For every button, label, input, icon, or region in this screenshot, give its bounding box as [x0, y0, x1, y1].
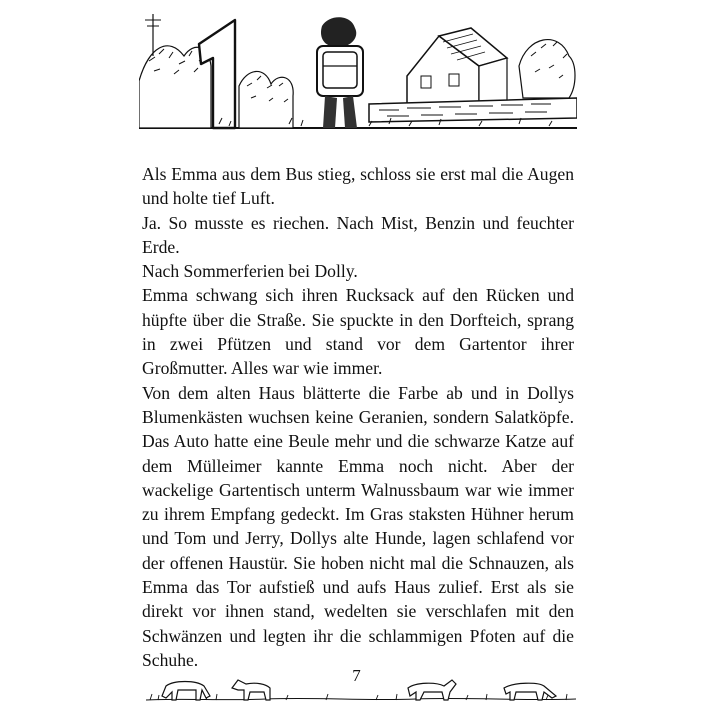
paragraph: Von dem alten Haus blätterte die Farbe ab und in Dollys Blumenkästen wuchsen keine Geranien, sondern Salatköpfe. Das Auto hatte eine Beule mehr und die schwarze Katze auf dem Mülleimer kannte Emma noch nicht. Aber der wackelige Gartentisch unterm Walnussbaum war wie immer zu ihrem Empfang gedeckt. Im Gras staksten Hühner herum und Tom und Jerry, Dollys alte Hunde, lagen schlafend vor der offenen Haustür. Sie hoben nicht mal die Schnauzen, als Emma das Tor aufstieß und aufs Haus zulief. Erst als sie direkt vor ihnen stand, wedelten sie verschlafen mit den Schwänzen und legten ihr die schlammigen Pfoten auf die Schuhe. [142, 382, 574, 670]
horse-grazing-icon [162, 682, 210, 701]
horse-grazing-right-icon [504, 683, 556, 700]
girl-with-backpack-figure [317, 17, 363, 128]
paragraph: Nach Sommerferien bei Dolly. [142, 261, 358, 282]
chapter-header-illustration [139, 6, 577, 132]
horse-standing-icon [232, 680, 270, 700]
paragraph: Als Emma aus dem Bus stieg, schloss sie erst mal die Augen und holte tief Luft. [142, 164, 574, 209]
page-number: 7 [352, 666, 361, 685]
paragraph: Emma schwang sich ihren Rucksack auf den Rücken und hüpfte über die Straße. Sie spuckte in den Dorfteich, sprang in zwei Pfützen und stand vor dem Gartentor ihrer Großmutter. Alles war wie immer. [142, 285, 574, 379]
chapter-body-text [142, 162, 574, 672]
horse-trotting-icon [408, 680, 456, 700]
footer-horses-illustration [146, 670, 576, 706]
village-house [407, 28, 507, 104]
paragraph: Ja. So musste es riechen. Nach Mist, Benzin und feuchter Erde. [142, 212, 574, 257]
